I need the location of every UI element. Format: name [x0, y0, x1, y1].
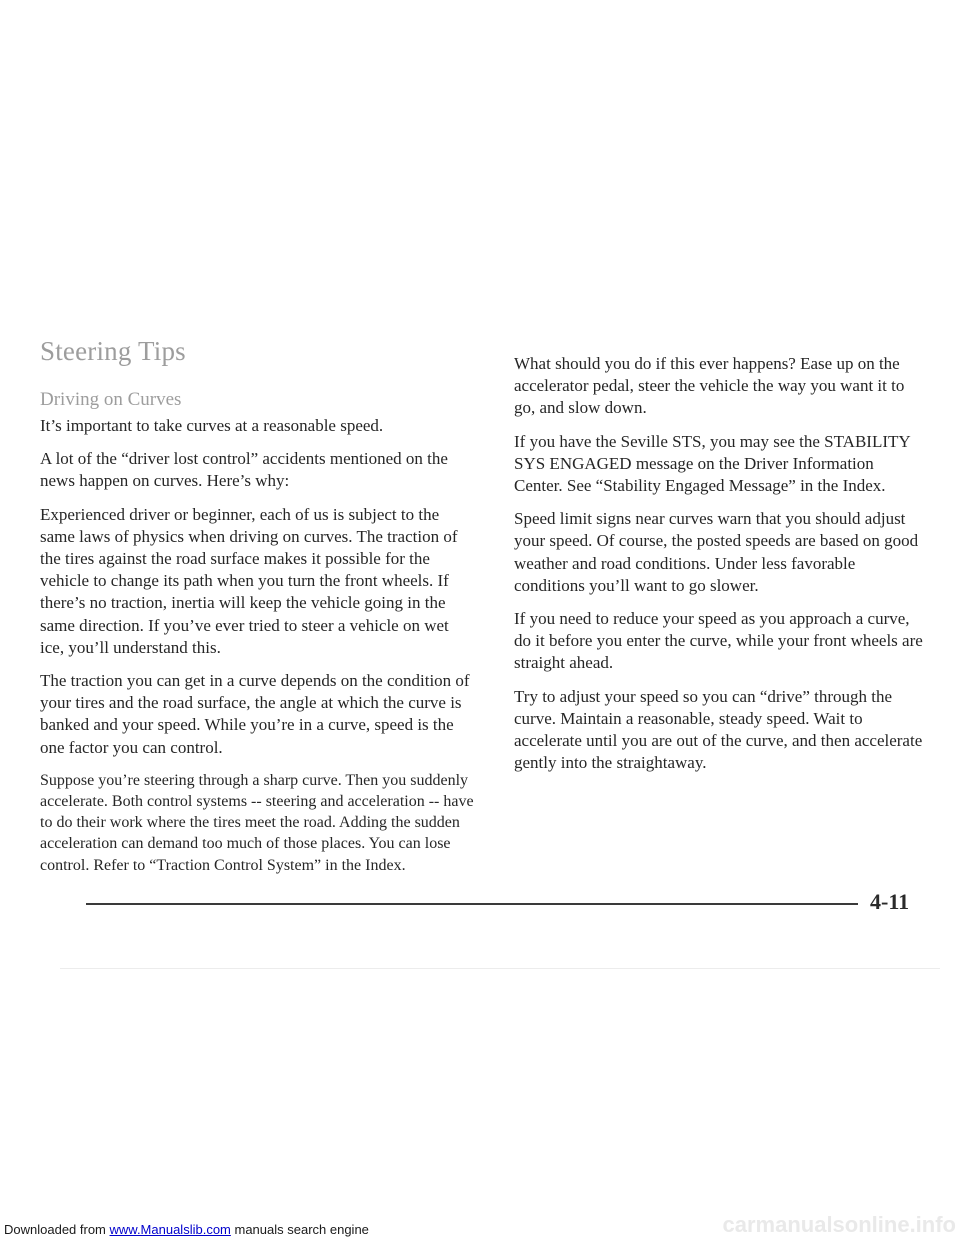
faint-divider — [60, 968, 940, 969]
paragraph: If you have the Seville STS, you may see the STABILITY SYS ENGAGED message on the Driver Information Center. See “Stability Engaged Message” in the Index. — [514, 431, 911, 496]
paragraph: If you need to reduce your speed as you approach a curve, do it before you enter the curve, while your front wheels are straight ahead. — [514, 609, 923, 673]
section-subtitle: Driving on Curves — [40, 389, 182, 410]
section-title: Steering Tips — [40, 336, 186, 366]
paragraph: Try to adjust your speed so you can “drive” through the curve. Maintain a reasonable, steady speed. Wait to accelerate until you are out of the curve, and then accelerate gently into the straightaway. — [514, 686, 923, 773]
page-number: 4-11 — [870, 889, 910, 914]
footer-prefix: Downloaded from — [4, 1222, 110, 1237]
footer-suffix: manuals search engine — [230, 1222, 369, 1237]
paragraph: It’s important to take curves at a reasonable speed. — [40, 416, 384, 435]
paragraph: Suppose you’re steering through a sharp curve. Then you suddenly accelerate. Both control systems -- steering and acceleration -- have to do their work where the tires meet the road. Adding the sudden acceleration can demand too much of those places. You can lose control. Refer to “Traction Control System” in the Index. — [40, 771, 474, 874]
download-footer — [4, 1222, 369, 1237]
watermark-text: carmanualsonline.info — [722, 1212, 956, 1237]
paragraph: Speed limit signs near curves warn that you should adjust your speed. Of course, the posted speeds are based on good weather and road conditions. Under less favorable conditions you’ll want to go slower. — [514, 509, 919, 595]
manualslib-link[interactable]: www.Manualslib.com — [109, 1222, 231, 1237]
page-footer-rule — [86, 903, 858, 905]
paragraph: The traction you can get in a curve depends on the condition of your tires and the road surface, the angle at which the curve is banked and your speed. While you’re in a curve, speed is the one factor you can control. — [40, 671, 470, 757]
right-column — [514, 353, 924, 785]
paragraph: A lot of the “driver lost control” accidents mentioned on the news happen on curves. Here’s why: — [40, 449, 448, 491]
paragraph: Experienced driver or beginner, each of us is subject to the same laws of physics when driving on curves. The traction of the tires against the road surface makes it possible for the vehicle to change its path when you turn the front wheels. If there’s no traction, inertia will keep the vehicle going in the same direction. If you’ve ever tried to steer a vehicle on wet ice, you’ll understand this. — [40, 504, 458, 657]
paragraph: What should you do if this ever happens? Ease up on the accelerator pedal, steer the vehicle the way you want it to go, and slow down. — [514, 354, 905, 418]
left-column — [40, 415, 476, 887]
